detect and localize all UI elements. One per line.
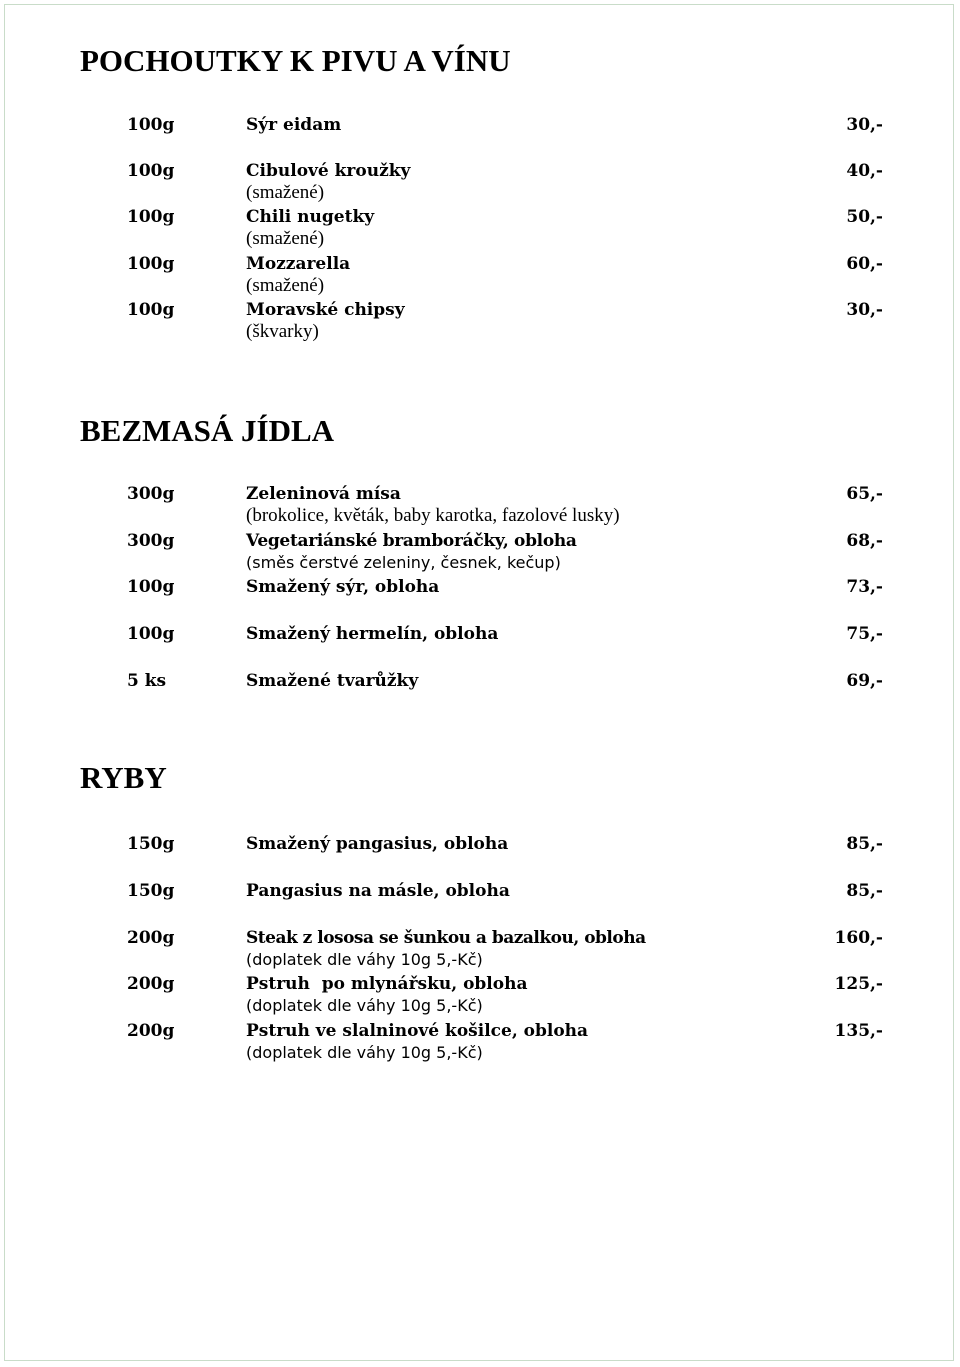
item-quantity: 150g	[127, 881, 175, 901]
item-quantity: 100g	[127, 254, 175, 274]
item-price: 40,-	[846, 161, 883, 181]
item-quantity: 200g	[127, 1021, 175, 1041]
item-note: (škvarky)	[246, 321, 319, 342]
item-quantity: 100g	[127, 624, 175, 644]
item-name: Steak z lososa se šunkou a bazalkou, obloha	[246, 928, 646, 948]
item-name: Smažený pangasius, obloha	[246, 834, 509, 854]
item-name: Smažený sýr, obloha	[246, 577, 440, 597]
item-price: 75,-	[846, 624, 883, 644]
item-price: 85,-	[846, 834, 883, 854]
item-price: 125,-	[834, 974, 883, 994]
item-note: (smažené)	[246, 275, 325, 296]
item-price: 69,-	[846, 671, 883, 691]
item-name: Pstruh ve slalninové košilce, obloha	[246, 1021, 589, 1041]
item-quantity: 5 ks	[127, 671, 167, 691]
item-note: (doplatek dle váhy 10g 5,-Kč)	[246, 950, 483, 969]
menu-item	[0, 576, 960, 622]
item-price: 85,-	[846, 881, 883, 901]
item-note: (brokolice, květák, baby karotka, fazolové lusky)	[246, 505, 620, 526]
item-quantity: 150g	[127, 834, 175, 854]
menu-item	[0, 670, 960, 716]
item-quantity: 100g	[127, 577, 175, 597]
item-price: 160,-	[834, 928, 883, 948]
menu-item	[0, 927, 960, 973]
item-quantity: 100g	[127, 115, 175, 135]
item-price: 65,-	[846, 484, 883, 504]
item-name: Cibulové kroužky	[246, 161, 411, 181]
item-price: 68,-	[846, 531, 883, 551]
menu-item	[0, 483, 960, 529]
item-name: Vegetariánské bramboráčky, obloha	[246, 531, 577, 551]
item-note: (směs čerstvé zeleniny, česnek, kečup)	[246, 553, 561, 572]
item-quantity: 200g	[127, 974, 175, 994]
item-quantity: 200g	[127, 928, 175, 948]
item-note: (smažené)	[246, 182, 325, 203]
item-name: Chili nugetky	[246, 207, 375, 227]
item-price: 50,-	[846, 207, 883, 227]
item-quantity: 100g	[127, 161, 175, 181]
item-quantity: 100g	[127, 207, 175, 227]
menu-item	[0, 253, 960, 299]
menu-item	[0, 833, 960, 879]
item-name: Mozzarella	[246, 254, 351, 274]
menu-item	[0, 880, 960, 926]
section-title: RYBY	[80, 760, 167, 795]
item-note: (smažené)	[246, 228, 325, 249]
item-quantity: 100g	[127, 300, 175, 320]
item-quantity: 300g	[127, 484, 175, 504]
item-price: 135,-	[834, 1021, 883, 1041]
menu-item	[0, 160, 960, 206]
section-title: BEZMASÁ JÍDLA	[80, 413, 335, 448]
item-name: Pangasius na másle, obloha	[246, 881, 510, 901]
item-quantity: 300g	[127, 531, 175, 551]
menu-item	[0, 623, 960, 669]
item-name: Smažené tvarůžky	[246, 671, 419, 691]
item-name: Moravské chipsy	[246, 300, 405, 320]
item-price: 30,-	[846, 115, 883, 135]
menu-item	[0, 1020, 960, 1066]
item-name: Zeleninová mísa	[246, 484, 401, 504]
menu-item	[0, 114, 960, 160]
menu-item	[0, 299, 960, 345]
menu-item	[0, 973, 960, 1019]
menu-item	[0, 206, 960, 252]
section-title: POCHOUTKY K PIVU A VÍNU	[80, 43, 511, 78]
item-name: Sýr eidam	[246, 115, 342, 135]
item-name: Pstruh po mlynářsku, obloha	[246, 974, 528, 994]
item-price: 30,-	[846, 300, 883, 320]
item-note: (doplatek dle váhy 10g 5,-Kč)	[246, 1043, 483, 1062]
item-price: 73,-	[846, 577, 883, 597]
item-name: Smažený hermelín, obloha	[246, 624, 499, 644]
item-note: (doplatek dle váhy 10g 5,-Kč)	[246, 996, 483, 1015]
menu-item	[0, 530, 960, 576]
item-price: 60,-	[846, 254, 883, 274]
